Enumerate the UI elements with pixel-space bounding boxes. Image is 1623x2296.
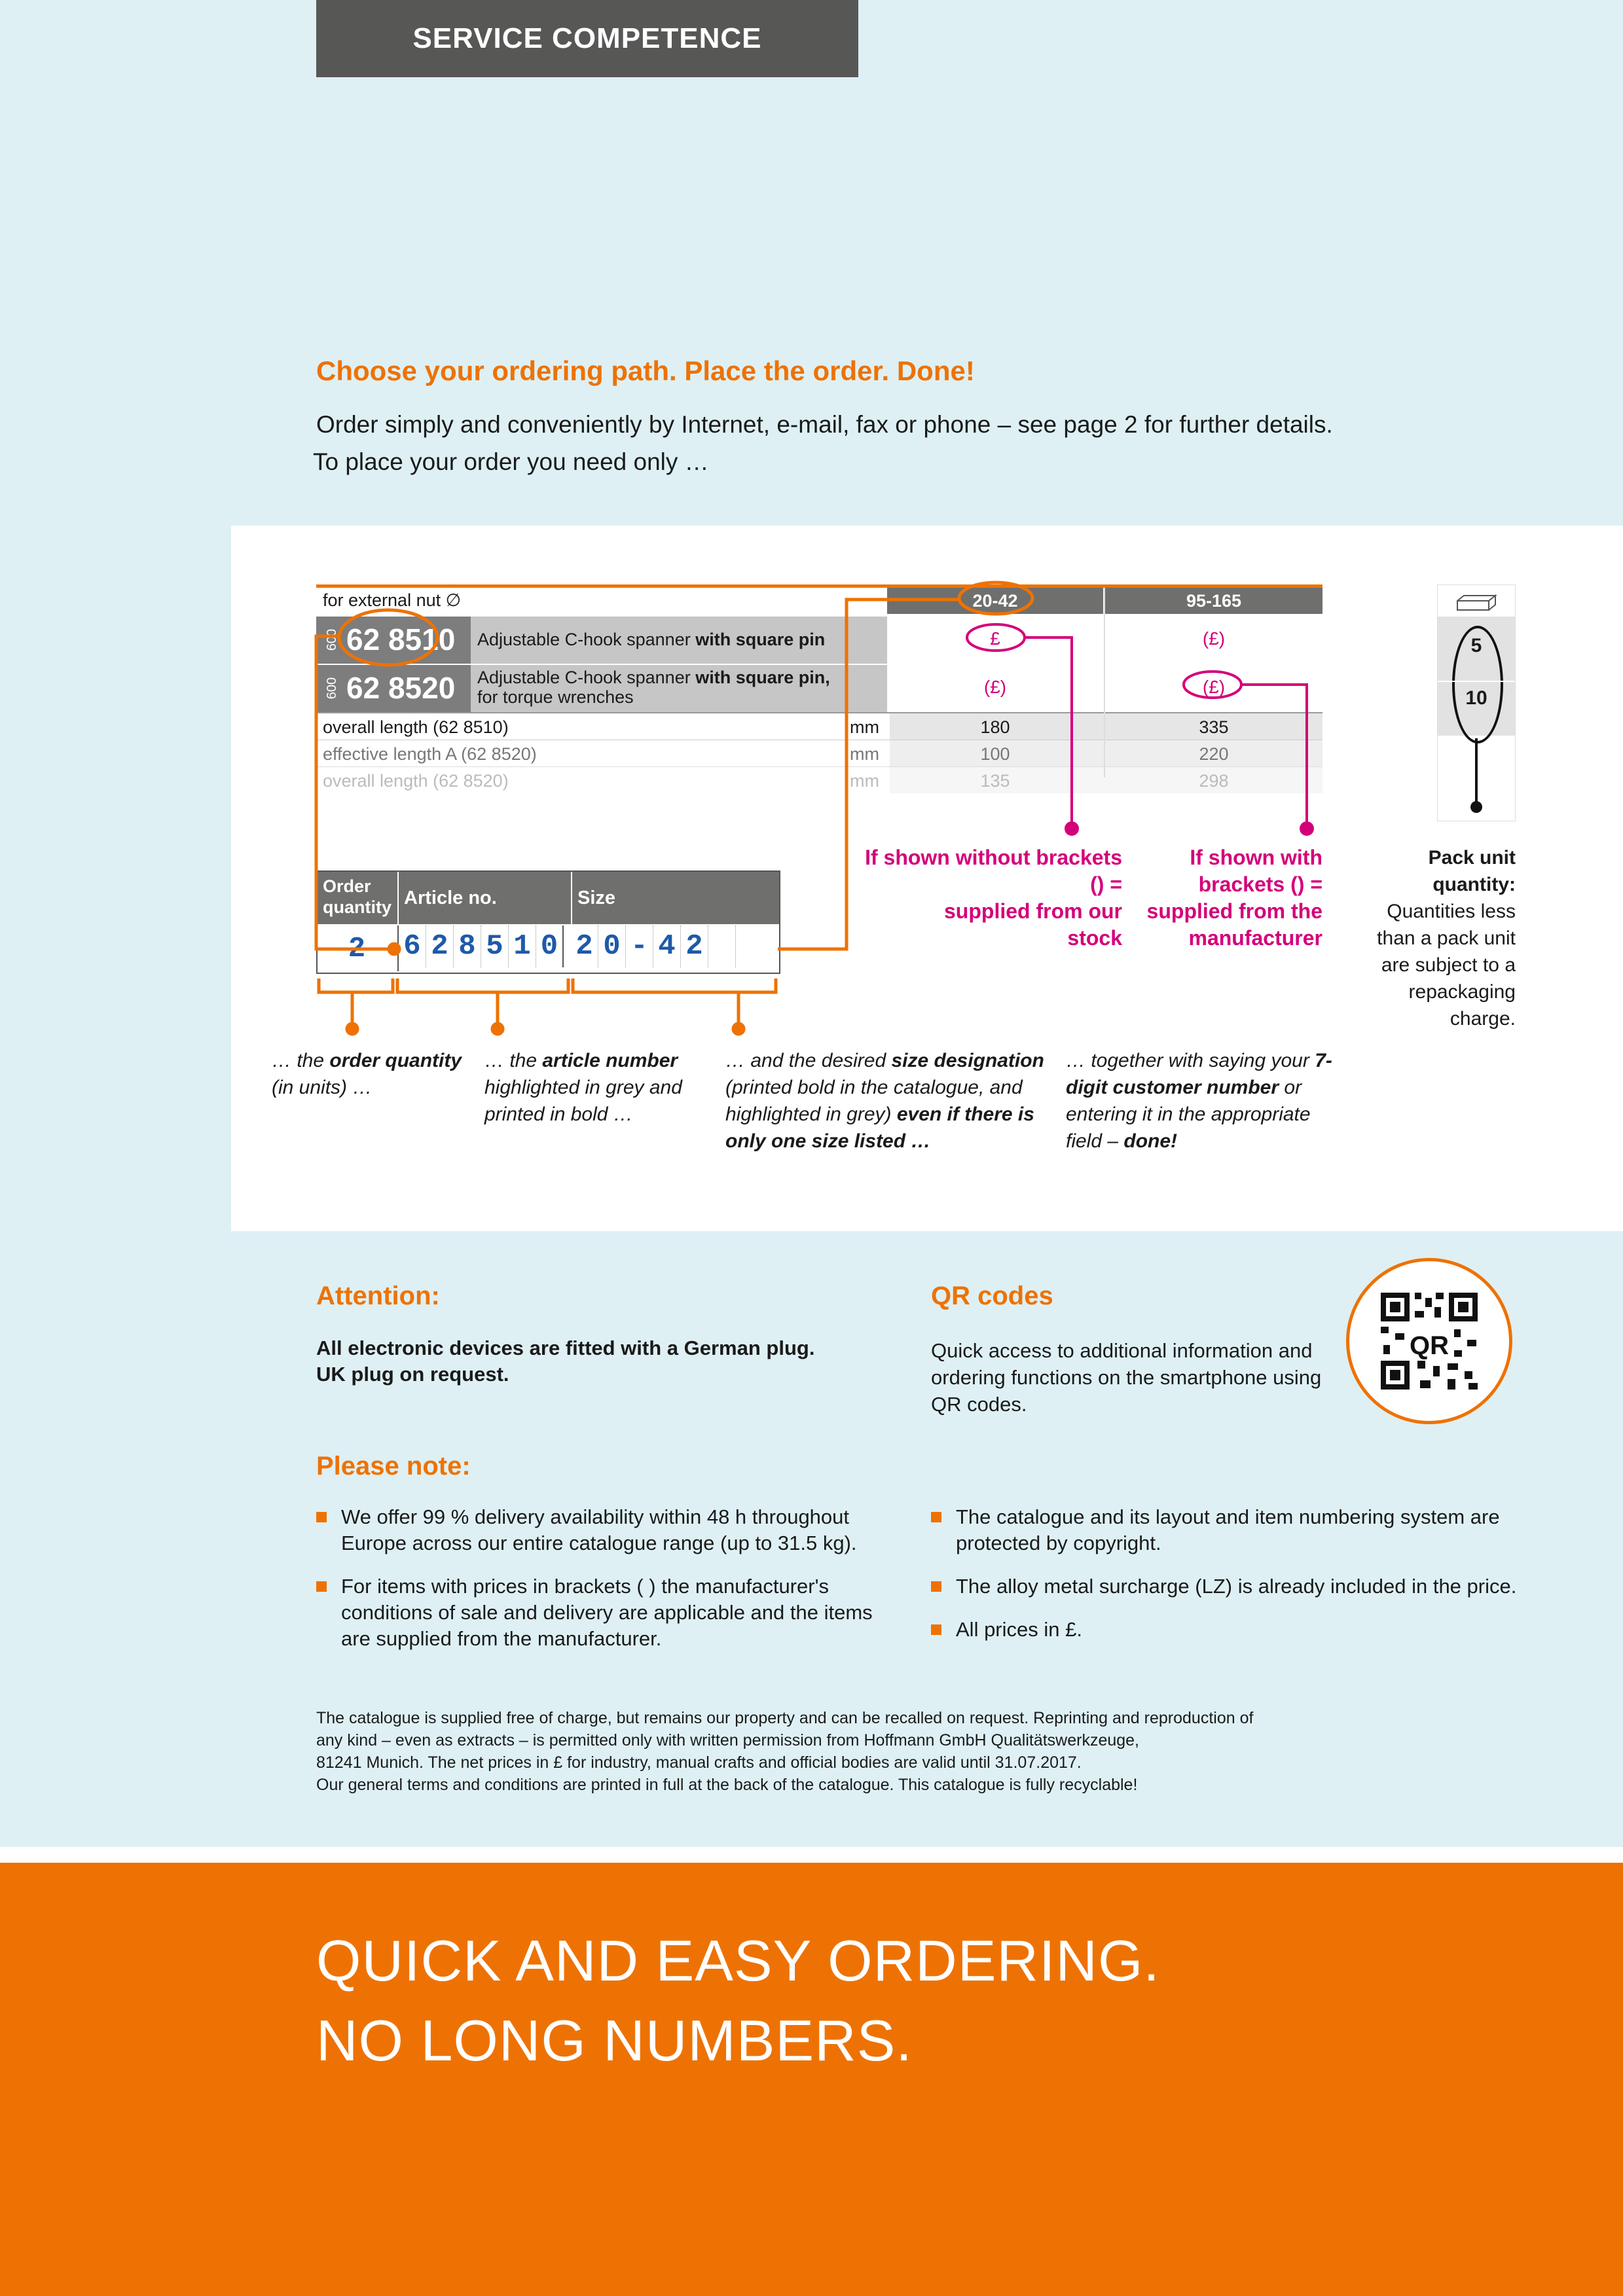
col-article-label: Article no. <box>404 888 497 908</box>
intro-line-2: To place your order you need only … <box>313 448 709 475</box>
list-item: The alloy metal surcharge (LZ) is already included in the price. <box>931 1573 1527 1600</box>
qr-text: Quick access to additional information and ordering functions on the smartphone using QR codes. <box>931 1339 1322 1416</box>
qr-badge <box>1346 1258 1512 1424</box>
dim-row: effective length A (62 8520) mm 100 220 <box>316 740 1322 766</box>
article-prefix: 600 <box>325 628 340 651</box>
attention-heading: Attention: <box>316 1282 440 1310</box>
pack-value: 5 <box>1470 635 1482 656</box>
attention-text: All electronic devices are fitted with a German plug. UK plug on request. <box>316 1336 815 1386</box>
col-size-label: Size <box>577 888 616 908</box>
caption-order-quantity: … the order quantity (in units) … <box>272 1050 462 1098</box>
qr-heading: QR codes <box>931 1282 1053 1310</box>
article-desc: Adjustable C-hook spanner with square pin <box>477 630 826 649</box>
callout-with-brackets: If shown with brackets () = supplied from the manufacturer <box>1146 846 1322 950</box>
legal-text: The catalogue is supplied free of charge, but remains our property and can be recalled on request. Reprinting and reproduction of any kind – even as extracts – is permitted only with written permission from Hoffmann GmbH Qualitätswerkzeuge, 81241 Munich. The net prices in £ for industry, manual crafts and official bodies are valid until 31.07.2017. Our general terms and conditions are printed in full at the back of the catalogue. This catalogue is fully recyclable! <box>316 1709 1254 1794</box>
intro-line-1: Order simply and conveniently by Internet, e-mail, fax or phone – see page 2 for further details. <box>316 411 1333 438</box>
price-cell: (£) <box>983 677 1007 697</box>
dim-row: overall length (62 8520) mm 135 298 <box>316 766 1322 793</box>
caption-size: … and the desired size designation (printed bold in the catalogue, and highlighted in grey) even if there is only one size listed … <box>725 1050 1044 1152</box>
callout-no-brackets: If shown without brackets () = supplied from our stock <box>865 846 1122 950</box>
footer-divider <box>0 1847 1623 1863</box>
article-digits[interactable]: 6 2 8 5 1 0 <box>397 925 564 971</box>
footer-slogan: QUICK AND EASY ORDERING. NO LONG NUMBERS. <box>316 1928 1160 2073</box>
qty-digit[interactable]: 2 <box>348 933 366 965</box>
intro-heading: Choose your ordering path. Place the order. Done! <box>316 355 975 386</box>
please-note-right <box>931 1504 1527 1660</box>
list-item: All prices in £. <box>931 1617 1527 1643</box>
price-cell: (£) <box>1202 628 1226 649</box>
callout-pack-unit: Pack unit quantity: Quantities less than a pack unit are subject to a repackaging charge. <box>1377 847 1516 1030</box>
please-note-heading: Please note: <box>316 1452 471 1480</box>
qr-code-icon <box>1349 1261 1509 1421</box>
col-qty-label: Order quantity <box>323 876 392 917</box>
please-note-left <box>316 1504 892 1669</box>
price-cell: £ <box>990 628 1000 649</box>
dim-row: overall length (62 8510) mm 180 335 <box>316 712 1322 740</box>
article-prefix: 600 <box>325 677 340 700</box>
caption-customer-number: … together with saying your 7-digit customer number or entering it in the appropriate field – done! <box>1066 1050 1332 1152</box>
pack-value: 10 <box>1465 687 1487 709</box>
article-code: 62 8520 <box>346 671 456 705</box>
section-tab: SERVICE COMPETENCE <box>316 0 858 77</box>
size-col-1: 20-42 <box>887 588 1103 614</box>
size-digits[interactable]: 2 0 - 4 2 <box>571 925 736 971</box>
article-code: 62 8510 <box>346 622 456 656</box>
price-cell: (£) <box>1202 677 1226 697</box>
size-col-2: 95-165 <box>1105 588 1322 614</box>
svg-text:QR: QR <box>1410 1331 1449 1360</box>
list-item: We offer 99 % delivery availability within 48 h throughout Europe across our entire catalogue range (up to 31.5 kg). <box>316 1504 892 1556</box>
caption-article-number: … the article number highlighted in grey and printed in bold … <box>484 1050 682 1125</box>
list-item: For items with prices in brackets ( ) the manufacturer's conditions of sale and delivery are applicable and the items are supplied from the manufacturer. <box>316 1573 892 1652</box>
table-top-label: for external nut ∅ <box>323 590 462 610</box>
list-item: The catalogue and its layout and item numbering system are protected by copyright. <box>931 1504 1527 1556</box>
article-desc: Adjustable C-hook spanner with square pin, for torque wrenches <box>477 668 830 707</box>
